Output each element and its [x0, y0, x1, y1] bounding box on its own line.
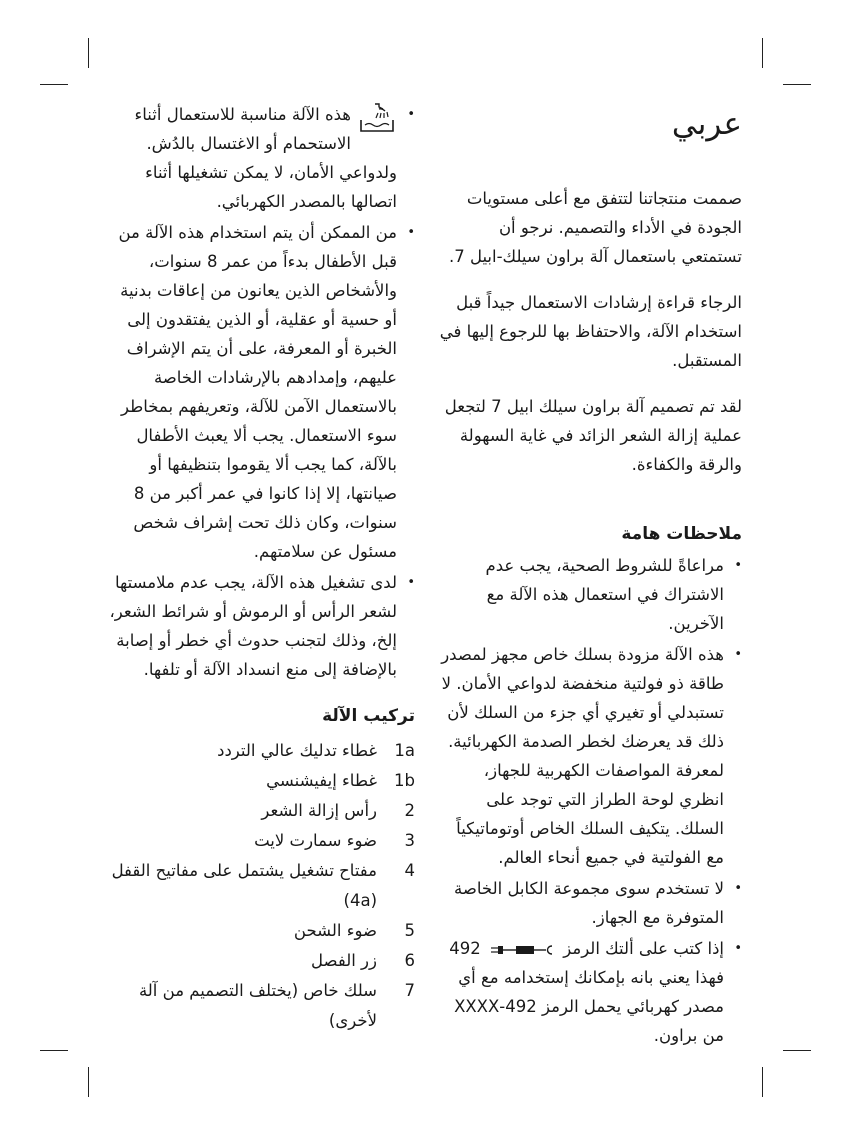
crop-mark [88, 38, 89, 68]
notes-list-continued [105, 100, 415, 684]
note-text: لا تستخدم سوى مجموعة الكابل الخاصة المتوفرة مع الجهاز. [454, 879, 724, 927]
crop-mark [783, 84, 811, 85]
plug-code: 492 [449, 939, 481, 958]
crop-mark [88, 1067, 89, 1097]
note-text: لدى تشغيل هذه الآلة، يجب عدم ملامستها لشعر الرأس أو الرموش أو شرائط الشعر، إلخ، وذلك لتجنب حدوث أي خطر أو إصابة بالإضافة إلى منع انسداد الآلة أو تلفها. [109, 573, 397, 679]
bullet: • [407, 107, 415, 122]
bullet: • [407, 575, 415, 590]
intro-paragraph: صممت منتجاتنا لتتفق مع أعلى مستويات الجودة في الأداء والتصميم. نرجو أن تستمتعي باستعمال آلة براون سيلك-ابيل 7. [448, 189, 742, 266]
plug-note-before: إذا كتب على ألتك الرمز [563, 939, 724, 958]
note-text: هذه الآلة مزودة بسلك خاص مجهز لمصدر طاقة ذو فولتية منخفضة لدواعي الأمان. لا تستبدلي أو تغيري أي جزء من السلك لأن ذلك قد يعرضك لخطر الصدمة الكهربائية. لمعرفة المواصفات الكهربية للجهاز، انظري لوحة الطراز التي توجد على السلك. يتكيف السلك الخاص أوتوماتيكياً مع الفولتية في جميع أنحاء العالم. [441, 645, 724, 867]
part-row [105, 946, 415, 976]
part-label: زر الفصل [311, 951, 377, 970]
crop-mark [40, 84, 68, 85]
left-column [105, 100, 415, 1036]
part-number: 4 [404, 861, 415, 880]
part-number: 5 [404, 921, 415, 940]
list-item [438, 874, 742, 932]
page-title: عربي [671, 106, 742, 142]
part-label: مفتاح تشغيل يشتمل على مفاتيح القفل (4a) [111, 861, 377, 910]
bullet: • [734, 558, 742, 573]
part-row [105, 796, 415, 826]
note-text: هذه الآلة مناسبة للاستعمال أثناء الاستحمام أو الاغتسال بالدُش. ولدواعي الأمان، لا يمكن تشغيلها أثناء اتصالها بالمصدر الكهربائي. [134, 105, 397, 211]
list-item [438, 934, 742, 1050]
part-row [105, 976, 415, 1036]
part-label: ضوء الشحن [293, 921, 377, 940]
part-label: رأس إزالة الشعر [261, 801, 377, 820]
parts-list [105, 736, 415, 1036]
intro-paragraph: لقد تم تصميم آلة براون سيلك ابيل 7 لتجعل عملية إزالة الشعر الزائد في غاية السهولة والرقة والكفاءة. [444, 397, 742, 474]
crop-mark [783, 1050, 811, 1051]
part-number: 7 [404, 981, 415, 1000]
part-label: سلك خاص (يختلف التصميم من آلة لأخرى) [138, 981, 377, 1030]
part-number: 2 [404, 801, 415, 820]
crop-mark [762, 38, 763, 68]
list-item [105, 100, 415, 216]
part-number: 6 [404, 951, 415, 970]
plug-symbol-icon [490, 943, 554, 957]
part-label: غطاء تدليك عالي التردد [217, 741, 377, 760]
part-number: 1b [394, 771, 415, 790]
list-item [438, 551, 742, 638]
bullet: • [734, 647, 742, 662]
part-label: ضوء سمارت لايت [254, 831, 377, 850]
part-number: 1a [394, 741, 415, 760]
right-column [438, 100, 742, 1052]
parts-heading: تركيب الآلة [322, 706, 415, 726]
part-row [105, 916, 415, 946]
list-item [105, 218, 415, 566]
shower-icon [359, 102, 395, 134]
bullet: • [734, 941, 742, 956]
plug-note-after: فهذا يعني بانه بإمكانك إستخدامه مع أي مصدر كهربائي يحمل الرمز 492-XXXX من براون. [454, 968, 724, 1045]
part-row [105, 856, 415, 916]
part-number: 3 [404, 831, 415, 850]
part-row [105, 766, 415, 796]
notes-heading: ملاحظات هامة [621, 524, 742, 544]
crop-mark [762, 1067, 763, 1097]
notes-list [438, 551, 742, 1050]
intro-paragraph: الرجاء قراءة إرشادات الاستعمال جيداً قبل استخدام الآلة، والاحتفاظ بها للرجوع إليها في المستقبل. [439, 293, 742, 370]
part-row [105, 736, 415, 766]
bullet: • [407, 225, 415, 240]
list-item [105, 568, 415, 684]
note-text: مراعاةً للشروط الصحية، يجب عدم الاشتراك في استعمال هذه الآلة مع الآخرين. [485, 556, 724, 633]
note-text: من الممكن أن يتم استخدام هذه الآلة من قبل الأطفال بدءاً من عمر 8 سنوات، والأشخاص الذين يعانون من إعاقات بدنية أو حسية أو عقلية، أو الذين يفتقدون إلى الخبرة أو المعرفة، على أن يتم الإشراف عليهم، وإمدادهم بالإرشادات الخاصة بالاستعمال الآمن للآلة، وتعريفهم بمخاطر سوء الاستعمال. يجب ألا يعبث الأطفال بالآلة، كما يجب ألا يقوموا بتنظيفها أو صيانتها، إلا إذا كانوا في عمر أكبر من 8 سنوات، وكان ذلك تحت إشراف شخص مسئول عن سلامتهم. [118, 223, 397, 561]
part-row [105, 826, 415, 856]
bullet: • [734, 881, 742, 896]
list-item [438, 640, 742, 872]
crop-mark [40, 1050, 68, 1051]
part-label: غطاء إيفيشنسي [266, 771, 377, 790]
